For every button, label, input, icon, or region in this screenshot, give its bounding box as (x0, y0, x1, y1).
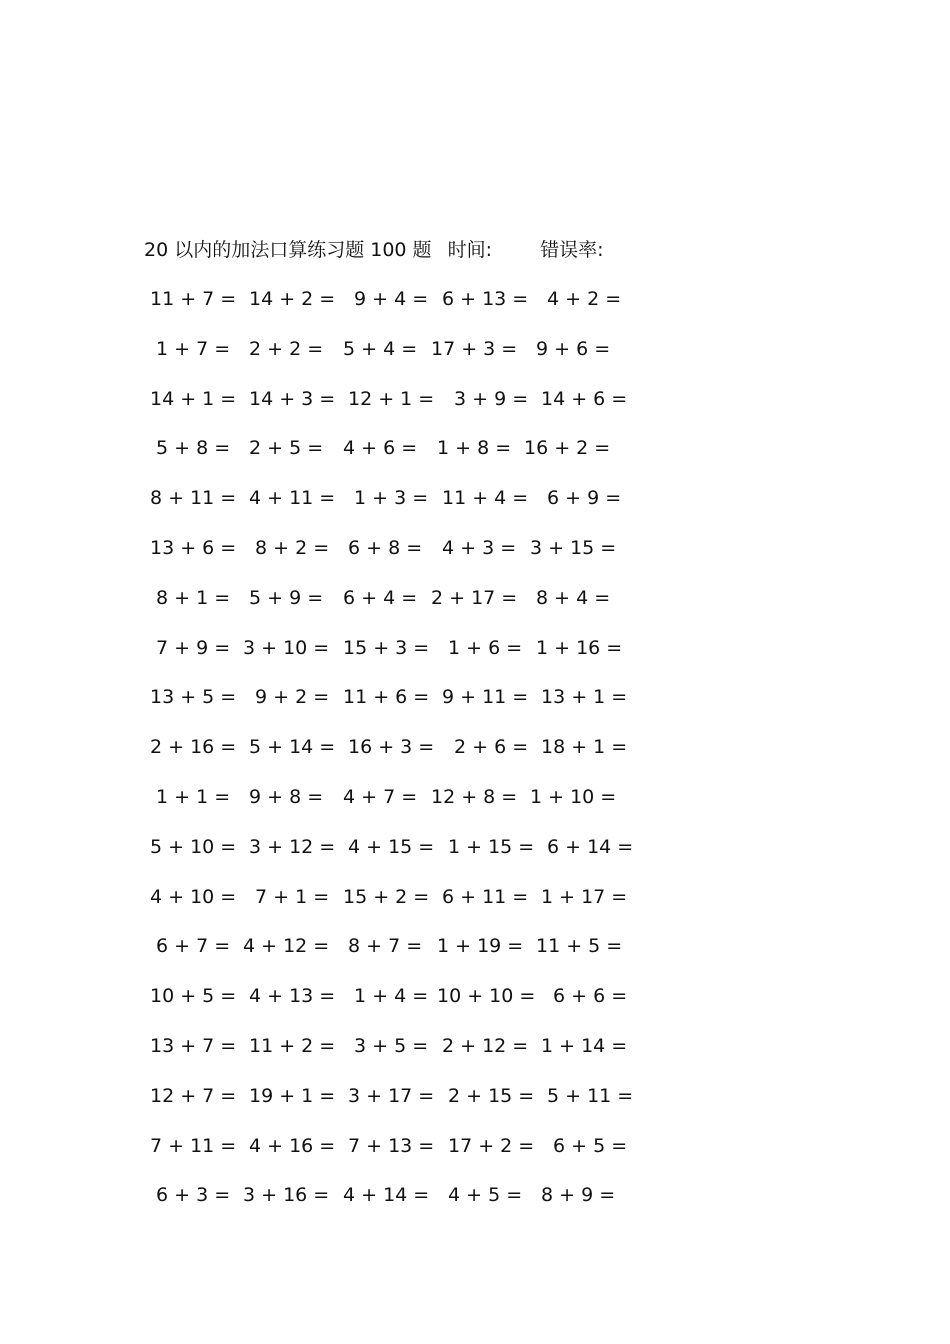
addition-problem: 12 + 1 = (348, 387, 435, 410)
addition-problem: 17 + 2 = (448, 1134, 535, 1157)
addition-problem: 5 + 10 = (150, 835, 237, 858)
addition-problem: 7 + 9 = (156, 636, 231, 659)
addition-problem: 6 + 11 = (442, 885, 529, 908)
problem-row (0, 782, 950, 812)
addition-problem: 1 + 8 = (437, 437, 512, 460)
problem-row (0, 583, 950, 613)
addition-problem: 6 + 6 = (553, 985, 628, 1008)
addition-problem: 4 + 11 = (249, 487, 336, 510)
time-label: 时间: (447, 239, 493, 261)
addition-problem: 6 + 3 = (156, 1184, 231, 1207)
addition-problem: 4 + 2 = (547, 288, 622, 310)
problem-row (0, 981, 950, 1011)
addition-problem: 6 + 14 = (547, 835, 634, 858)
addition-problem: 1 + 3 = (354, 487, 429, 510)
addition-problem: 1 + 16 = (536, 636, 623, 659)
addition-problem: 11 + 4 = (442, 487, 529, 510)
worksheet-title: 20 以内的加法口算练习题 100 题 (144, 239, 432, 261)
addition-problem: 9 + 2 = (255, 686, 330, 709)
addition-problem: 5 + 8 = (156, 437, 231, 460)
addition-problem: 6 + 4 = (343, 586, 418, 609)
addition-problem: 4 + 13 = (249, 985, 336, 1008)
addition-problem: 1 + 19 = (437, 935, 524, 958)
addition-problem: 15 + 2 = (343, 885, 430, 908)
addition-problem: 8 + 4 = (536, 586, 611, 609)
problem-row (0, 882, 950, 912)
problem-row (0, 1180, 950, 1210)
addition-problem: 1 + 4 = (354, 985, 429, 1008)
addition-problem: 1 + 1 = (156, 786, 231, 808)
addition-problem: 4 + 6 = (343, 437, 418, 460)
addition-problem: 2 + 12 = (442, 1035, 529, 1057)
problem-row (0, 384, 950, 414)
addition-problem: 8 + 1 = (156, 586, 231, 609)
addition-problem: 14 + 3 = (249, 387, 336, 410)
addition-problem: 11 + 7 = (150, 288, 237, 310)
addition-problem: 14 + 6 = (541, 387, 628, 410)
addition-problem: 6 + 7 = (156, 935, 231, 958)
problem-row (0, 1131, 950, 1161)
addition-problem: 8 + 9 = (541, 1184, 616, 1207)
addition-problem: 14 + 1 = (150, 387, 237, 410)
problem-row (0, 533, 950, 563)
addition-problem: 6 + 5 = (553, 1134, 628, 1157)
addition-problem: 12 + 7 = (150, 1084, 237, 1107)
addition-problem: 13 + 5 = (150, 686, 237, 709)
problem-row (0, 1081, 950, 1111)
addition-problem: 2 + 17 = (431, 586, 518, 609)
problem-row (0, 732, 950, 762)
addition-problem: 3 + 5 = (354, 1035, 429, 1057)
addition-problem: 7 + 13 = (348, 1134, 435, 1157)
addition-problem: 19 + 1 = (249, 1084, 336, 1107)
addition-problem: 6 + 8 = (348, 537, 423, 559)
addition-problem: 5 + 11 = (547, 1084, 634, 1107)
problem-row (0, 284, 950, 314)
addition-problem: 13 + 7 = (150, 1035, 237, 1057)
addition-problem: 9 + 11 = (442, 686, 529, 709)
addition-problem: 2 + 16 = (150, 736, 237, 759)
addition-problem: 9 + 4 = (354, 288, 429, 310)
problem-row (0, 1031, 950, 1061)
addition-problem: 1 + 15 = (448, 835, 535, 858)
problem-row (0, 334, 950, 364)
addition-problem: 7 + 1 = (255, 885, 330, 908)
addition-problem: 13 + 1 = (541, 686, 628, 709)
addition-problem: 11 + 6 = (343, 686, 430, 709)
problem-row (0, 832, 950, 862)
addition-problem: 1 + 6 = (448, 636, 523, 659)
addition-problem: 1 + 10 = (530, 786, 617, 808)
problem-row (0, 433, 950, 463)
addition-problem: 3 + 10 = (243, 636, 330, 659)
problem-row (0, 682, 950, 712)
addition-problem: 16 + 2 = (524, 437, 611, 460)
error-rate-label: 错误率: (540, 239, 604, 261)
addition-problem: 10 + 5 = (150, 985, 237, 1008)
addition-problem: 11 + 2 = (249, 1035, 336, 1057)
addition-problem: 9 + 6 = (536, 337, 611, 360)
addition-problem: 2 + 6 = (454, 736, 529, 759)
addition-problem: 1 + 17 = (541, 885, 628, 908)
addition-problem: 3 + 9 = (454, 387, 529, 410)
addition-problem: 8 + 11 = (150, 487, 237, 510)
addition-problem: 14 + 2 = (249, 288, 336, 310)
addition-problem: 8 + 2 = (255, 537, 330, 559)
addition-problem: 11 + 5 = (536, 935, 623, 958)
addition-problem: 5 + 14 = (249, 736, 336, 759)
problem-row (0, 931, 950, 961)
addition-problem: 4 + 12 = (243, 935, 330, 958)
addition-problem: 7 + 11 = (150, 1134, 237, 1157)
addition-problem: 4 + 16 = (249, 1134, 336, 1157)
addition-problem: 4 + 7 = (343, 786, 418, 808)
addition-problem: 4 + 14 = (343, 1184, 430, 1207)
addition-problem: 6 + 9 = (547, 487, 622, 510)
addition-problem: 12 + 8 = (431, 786, 518, 808)
addition-problem: 6 + 13 = (442, 288, 529, 310)
addition-problem: 4 + 3 = (442, 537, 517, 559)
addition-problem: 3 + 16 = (243, 1184, 330, 1207)
addition-problem: 13 + 6 = (150, 537, 237, 559)
addition-problem: 4 + 15 = (348, 835, 435, 858)
addition-problem: 4 + 10 = (150, 885, 237, 908)
addition-problem: 9 + 8 = (249, 786, 324, 808)
addition-problem: 1 + 14 = (541, 1035, 628, 1057)
problem-row (0, 633, 950, 663)
addition-problem: 3 + 17 = (348, 1084, 435, 1107)
addition-problem: 17 + 3 = (431, 337, 518, 360)
addition-problem: 2 + 5 = (249, 437, 324, 460)
addition-problem: 2 + 15 = (448, 1084, 535, 1107)
addition-problem: 10 + 10 = (437, 985, 536, 1008)
problem-row (0, 483, 950, 513)
addition-problem: 18 + 1 = (541, 736, 628, 759)
addition-problem: 5 + 9 = (249, 586, 324, 609)
addition-problem: 3 + 12 = (249, 835, 336, 858)
addition-problem: 8 + 7 = (348, 935, 423, 958)
addition-problem: 5 + 4 = (343, 337, 418, 360)
addition-problem: 15 + 3 = (343, 636, 430, 659)
addition-problem: 2 + 2 = (249, 337, 324, 360)
addition-problem: 4 + 5 = (448, 1184, 523, 1207)
addition-problem: 16 + 3 = (348, 736, 435, 759)
addition-problem: 3 + 15 = (530, 537, 617, 559)
addition-problem: 1 + 7 = (156, 337, 231, 360)
